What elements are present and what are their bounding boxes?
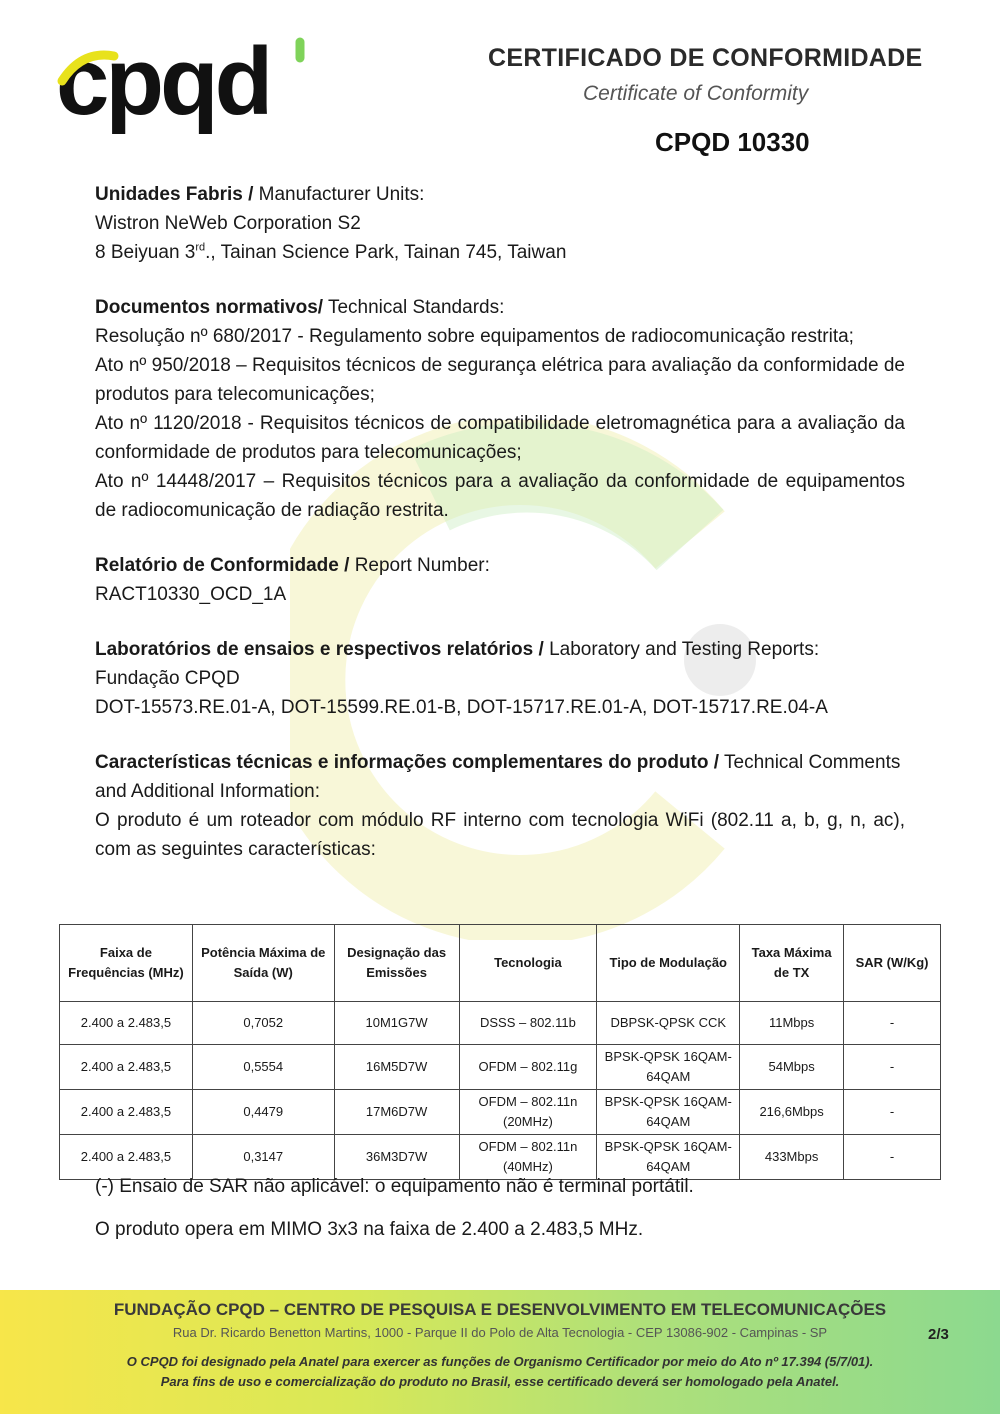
cell-emission: 16M5D7W	[334, 1045, 459, 1090]
footer	[0, 1290, 1000, 1414]
cell-technology: OFDM – 802.11n (40MHz)	[459, 1135, 597, 1180]
cpqd-logo	[52, 36, 342, 146]
technical-specs-table	[59, 924, 941, 1180]
cell-modulation: BPSK-QPSK 16QAM-64QAM	[597, 1135, 740, 1180]
report-label-pt: Relatório de Conformidade /	[95, 555, 350, 576]
labs-section	[95, 635, 905, 722]
characteristics-label-pt: Características técnicas e informações complementares do produto /	[95, 752, 720, 773]
characteristics-label-en: Technical Comments and Additional Information:	[95, 752, 901, 802]
cell-power: 0,5554	[192, 1045, 334, 1090]
labs-label-pt: Laboratórios de ensaios e respectivos relatórios /	[95, 639, 544, 660]
cell-frequency: 2.400 a 2.483,5	[60, 1090, 193, 1135]
cell-technology: OFDM – 802.11n (20MHz)	[459, 1090, 597, 1135]
certificate-title: CERTIFICADO DE CONFORMIDADE	[488, 44, 923, 72]
page-number: 2/3	[928, 1326, 949, 1343]
lab-name: Fundação CPQD	[95, 668, 240, 689]
cell-sar: -	[844, 1002, 941, 1045]
header-sar: SAR (W/Kg)	[844, 925, 941, 1002]
certificate-body	[95, 180, 905, 890]
cell-modulation: DBPSK-QPSK CCK	[597, 1002, 740, 1045]
cell-tx-rate: 54Mbps	[740, 1045, 844, 1090]
notes-section	[95, 1172, 905, 1258]
footer-address: Rua Dr. Ricardo Benetton Martins, 1000 - Parque II do Polo de Alta Tecnologia - CEP 13086-902 - Campinas - SP	[172, 1325, 828, 1340]
cell-emission: 36M3D7W	[334, 1135, 459, 1180]
header-modulation: Tipo de Modulação	[597, 925, 740, 1002]
cell-tx-rate: 216,6Mbps	[740, 1090, 844, 1135]
manufacturer-label-en: Manufacturer Units:	[258, 184, 425, 205]
manufacturer-name: Wistron NeWeb Corporation S2	[95, 213, 361, 234]
lab-reports: DOT-15573.RE.01-A, DOT-15599.RE.01-B, DOT-15717.RE.01-A, DOT-15717.RE.04-A	[95, 697, 828, 718]
standards-label-pt: Documentos normativos/	[95, 297, 324, 318]
manufacturer-label-pt: Unidades Fabris /	[95, 184, 254, 205]
certificate-subtitle: Certificate of Conformity	[583, 82, 809, 105]
cell-power: 0,7052	[192, 1002, 334, 1045]
cell-sar: -	[844, 1090, 941, 1135]
table-header-row	[60, 925, 941, 1002]
footer-homologation: Para fins de uso e comercialização do produto no Brasil, esse certificado deverá ser homologado pela Anatel.	[160, 1374, 840, 1389]
cell-modulation: BPSK-QPSK 16QAM-64QAM	[597, 1090, 740, 1135]
cell-technology: DSSS – 802.11b	[459, 1002, 597, 1045]
standards-section	[95, 293, 905, 525]
cell-technology: OFDM – 802.11g	[459, 1045, 597, 1090]
header-power: Potência Máxima de Saída (W)	[192, 925, 334, 1002]
manufacturer-section	[95, 180, 905, 267]
header-technology: Tecnologia	[459, 925, 597, 1002]
header-tx-rate: Taxa Máxima de TX	[740, 925, 844, 1002]
cell-frequency: 2.400 a 2.483,5	[60, 1002, 193, 1045]
standard-item: Ato nº 950/2018 – Requisitos técnicos de segurança elétrica para avaliação da conformidade de produtos para telecomunicações;	[95, 355, 905, 405]
labs-label-en: Laboratory and Testing Reports:	[549, 639, 820, 660]
cell-power: 0,4479	[192, 1090, 334, 1135]
cell-frequency: 2.400 a 2.483,5	[60, 1135, 193, 1180]
cell-emission: 17M6D7W	[334, 1090, 459, 1135]
cell-power: 0,3147	[192, 1135, 334, 1180]
cell-modulation: BPSK-QPSK 16QAM-64QAM	[597, 1045, 740, 1090]
standard-item: Resolução nº 680/2017 - Regulamento sobre equipamentos de radiocomunicação restrita;	[95, 326, 854, 347]
certificate-number: CPQD 10330	[655, 127, 810, 157]
report-number: RACT10330_OCD_1A	[95, 584, 287, 605]
footer-organization: FUNDAÇÃO CPQD – CENTRO DE PESQUISA E DESENVOLVIMENTO EM TELECOMUNICAÇÕES	[113, 1300, 887, 1319]
manufacturer-address: 8 Beiyuan 3rd., Tainan Science Park, Tainan 745, Taiwan	[95, 241, 567, 263]
table-row	[60, 1090, 941, 1135]
logo-text: cpqd	[56, 36, 270, 135]
report-label-en: Report Number:	[354, 555, 490, 576]
table-row	[60, 1002, 941, 1045]
cell-emission: 10M1G7W	[334, 1002, 459, 1045]
header-emission: Designação das Emissões	[334, 925, 459, 1002]
header-frequency: Faixa de Frequências (MHz)	[60, 925, 193, 1002]
standards-label-en: Technical Standards:	[327, 297, 505, 318]
table-row	[60, 1045, 941, 1090]
cell-sar: -	[844, 1135, 941, 1180]
cell-sar: -	[844, 1045, 941, 1090]
report-section	[95, 551, 905, 609]
mimo-note: O produto opera em MIMO 3x3 na faixa de 2.400 a 2.483,5 MHz.	[95, 1219, 644, 1240]
cell-tx-rate: 433Mbps	[740, 1135, 844, 1180]
sar-note: (-) Ensaio de SAR não aplicável: o equipamento não é terminal portátil.	[95, 1176, 694, 1197]
standard-item: Ato nº 1120/2018 - Requisitos técnicos de compatibilidade eletromagnética para a avaliação da conformidade de produtos para telecomunicações;	[95, 413, 905, 463]
standard-item: Ato nº 14448/2017 – Requisitos técnicos para a avaliação da conformidade de equipamentos de radiocomunicação de radiação restrita.	[95, 471, 905, 521]
cell-frequency: 2.400 a 2.483,5	[60, 1045, 193, 1090]
characteristics-section	[95, 748, 905, 864]
cell-tx-rate: 11Mbps	[740, 1002, 844, 1045]
footer-designation: O CPQD foi designado pela Anatel para exercer as funções de Organismo Certificador por meio do Ato nº 17.394 (5/7/01).	[126, 1354, 874, 1369]
product-description: O produto é um roteador com módulo RF interno com tecnologia WiFi (802.11 a, b, g, n, ac), com as seguintes características:	[95, 810, 905, 860]
